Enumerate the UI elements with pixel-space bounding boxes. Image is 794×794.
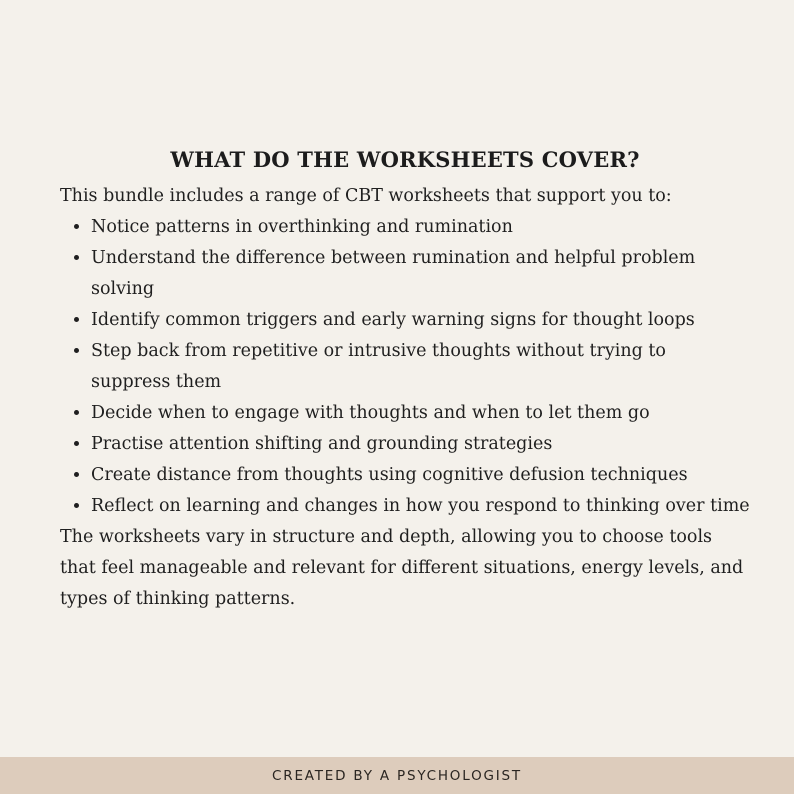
section-heading: WHAT DO THE WORKSHEETS COVER? (170, 147, 640, 172)
intro-text: This bundle includes a range of CBT worksheets that support you to: (60, 186, 672, 206)
list-item: • Step back from repetitive or intrusive thoughts without trying to suppress them (91, 336, 750, 398)
worksheet-coverage-section (60, 143, 750, 615)
list-item: • Practise attention shifting and grounding strategies (91, 429, 750, 460)
list-item: • Notice patterns in overthinking and rumination (91, 212, 750, 243)
list-item: • Identify common triggers and early warning signs for thought loops (91, 305, 750, 336)
footer-banner (0, 757, 794, 794)
list-item: • Understand the difference between rumination and helpful problem solving (91, 243, 750, 305)
list-item: • Create distance from thoughts using cognitive defusion techniques (91, 460, 750, 491)
footer-credit: CREATED BY A PSYCHOLOGIST (272, 767, 522, 784)
list-item: • Decide when to engage with thoughts and when to let them go (91, 398, 750, 429)
coverage-list (60, 212, 750, 522)
closing-text: The worksheets vary in structure and depth, allowing you to choose tools that feel manageable and relevant for different situations, energy levels, and types of thinking patterns. (60, 527, 744, 609)
list-item: • Reflect on learning and changes in how you respond to thinking over time (91, 491, 750, 522)
